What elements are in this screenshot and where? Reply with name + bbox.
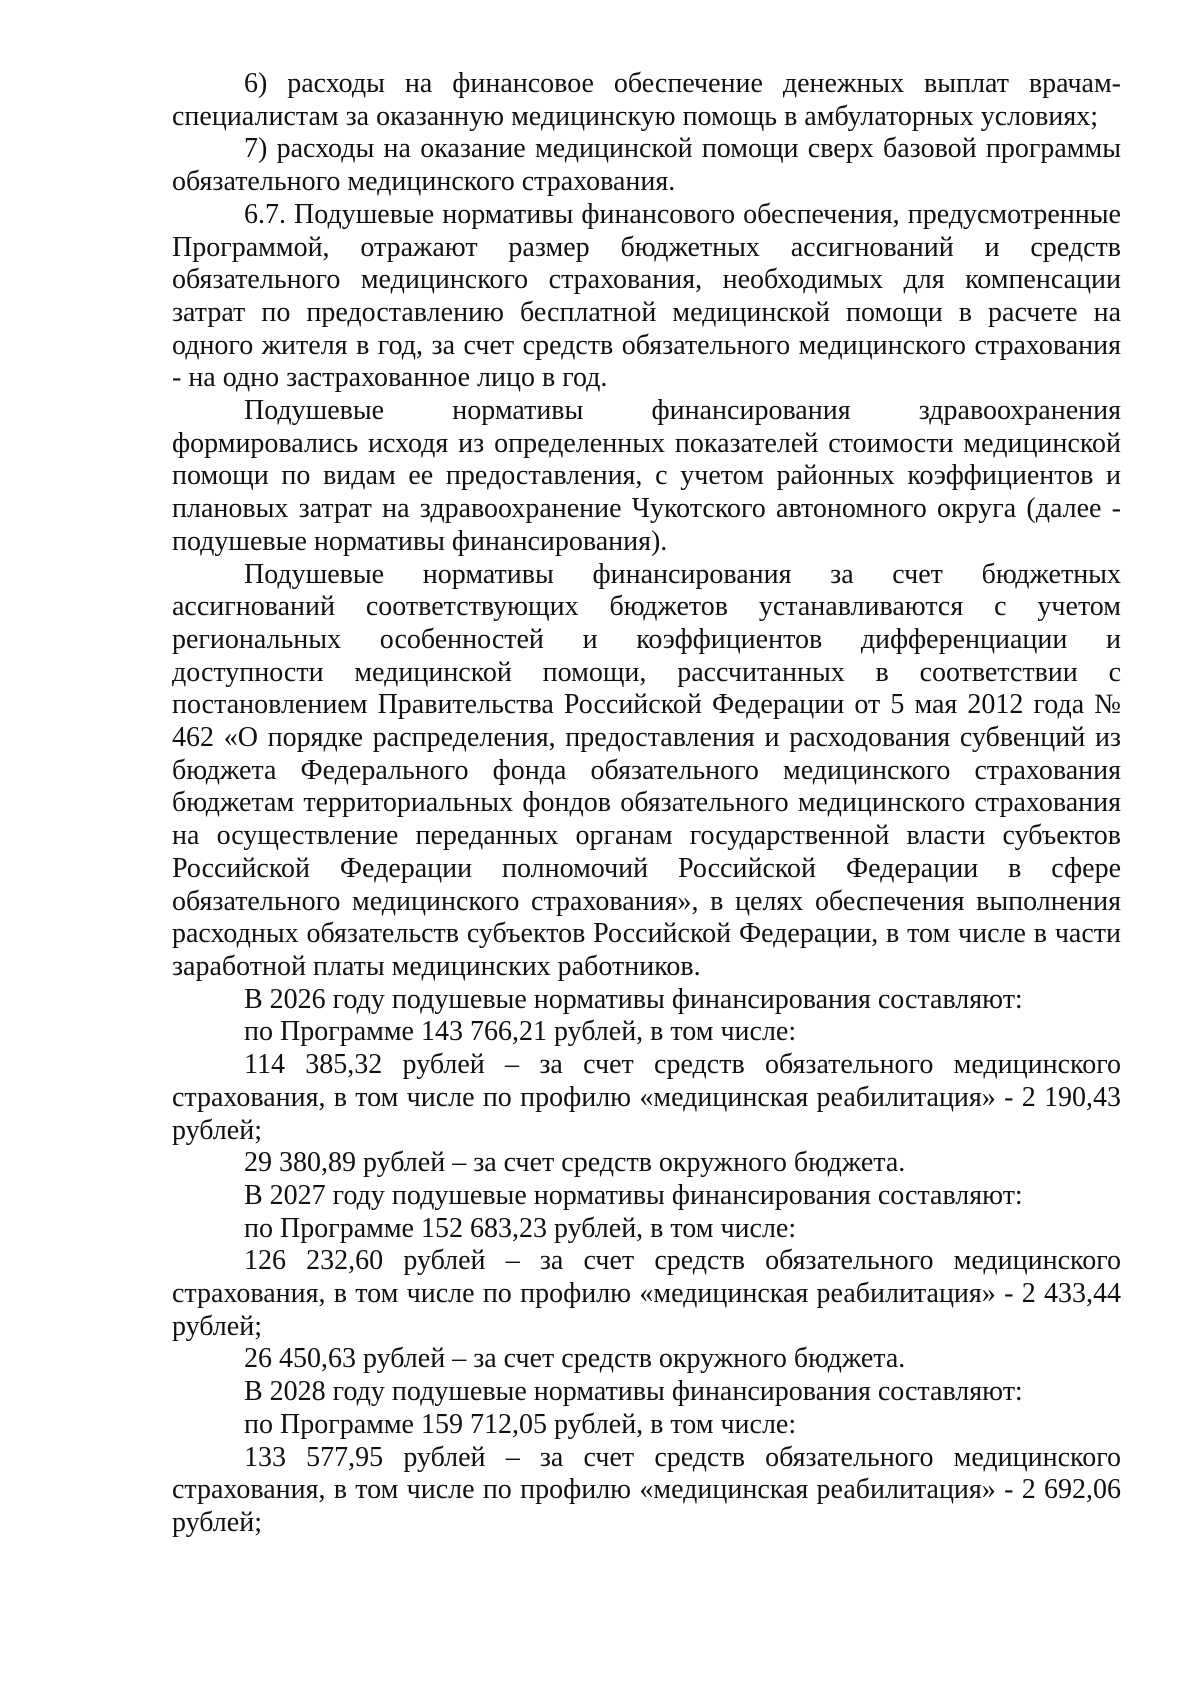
paragraph-2027-oms: 126 232,60 рублей – за счет средств обязательного медицинского страхования, в том числе по профилю «медицинская реабилитация» - 2 433,44 рублей; [172,1245,1121,1342]
document-body [172,68,1121,1540]
paragraph-2027-district-budget: 26 450,63 рублей – за счет средств окружного бюджета. [244,1343,906,1375]
paragraph-2028-program-total: по Программе 159 712,05 рублей, в том числе: [244,1408,797,1440]
paragraph-2026-oms: 114 385,32 рублей – за счет средств обязательного медицинского страхования, в том числе по профилю «медицинская реабилитация» - 2 190,43 рублей; [172,1049,1121,1146]
paragraph-2028-heading: В 2028 году подушевые нормативы финансирования составляют: [244,1376,1023,1408]
paragraph-2027-program-total: по Программе 152 683,23 рублей, в том числе: [244,1212,797,1244]
paragraph-section-6-7: 6.7. Подушевые нормативы финансового обеспечения, предусмотренные Программой, отражают размер бюджетных ассигнований и средств обязательного медицинского страхования, необходимых для компенсации затрат по предоставлению бесплатной медицинской помощи в расчете на одного жителя в год, за счет средств обязательного медицинского страхования - на одно застрахованное лицо в год. [172,198,1121,394]
paragraph-2027-heading: В 2027 году подушевые нормативы финансирования составляют: [244,1179,1023,1211]
paragraph-2026-district-budget: 29 380,89 рублей – за счет средств окружного бюджета. [244,1147,906,1179]
paragraph-2026-heading: В 2026 году подушевые нормативы финансирования составляют: [244,983,1023,1015]
paragraph-2028-oms: 133 577,95 рублей – за счет средств обязательного медицинского страхования, в том числе по профилю «медицинская реабилитация» - 2 692,06 рублей; [172,1441,1121,1538]
paragraph-healthcare-norms: Подушевые нормативы финансирования здравоохранения формировались исходя из определенных показателей стоимости медицинской помощи по видам ее предоставления, с учетом районных коэффициентов и плановых затрат на здравоохранение Чукотского автономного округа (далее - подушевые нормативы финансирования). [172,395,1121,557]
paragraph-budget-norms: Подушевые нормативы финансирования за счет бюджетных ассигнований соответствующих бюджетов устанавливаются с учетом региональных особенностей и коэффициентов дифференциации и доступности медицинской помощи, рассчитанных в соответствии с постановлением Правительства Российской Федерации от 5 мая 2012 года № 462 «О порядке распределения, предоставления и расходования субвенций из бюджета Федерального фонда обязательного медицинского страхования бюджетам территориальных фондов обязательного медицинского страхования на осуществление переданных органам государственной власти субъектов Российской Федерации полномочий Российской Федерации в сфере обязательного медицинского страхования», в целях обеспечения выполнения расходных обязательств субъектов Российской Федерации, в том числе в части заработной платы медицинских работников. [172,558,1121,982]
paragraph-item-7-expenses: 7) расходы на оказание медицинской помощи сверх базовой программы обязательного медицинского страхования. [172,133,1121,198]
paragraph-item-6-expenses: 6) расходы на финансовое обеспечение денежных выплат врачам-специалистам за оказанную медицинскую помощь в амбулаторных условиях; [172,68,1121,132]
paragraph-2026-program-total: по Программе 143 766,21 рублей, в том числе: [244,1016,797,1048]
